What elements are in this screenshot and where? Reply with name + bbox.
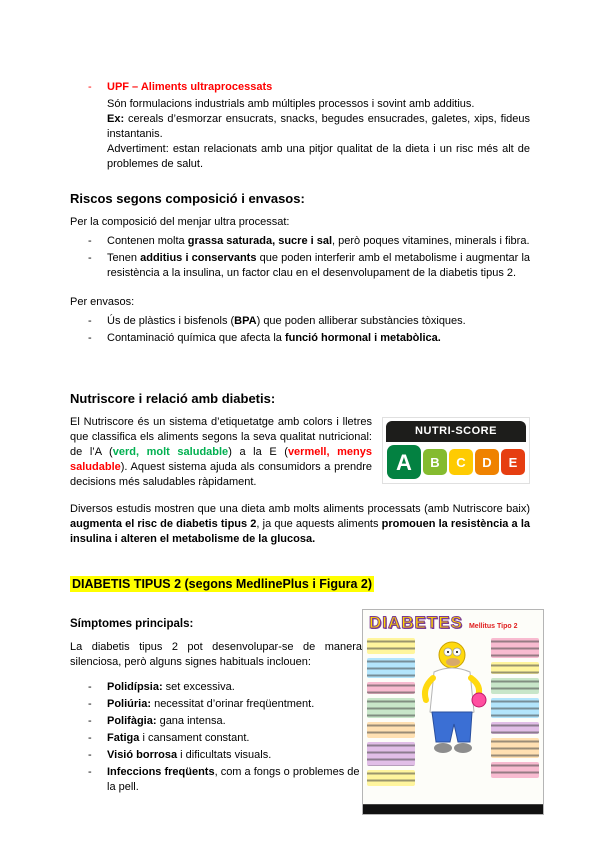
symptom-term: Infeccions freqüents (107, 766, 215, 778)
bullet-marker: - (88, 235, 92, 247)
symptom-text (107, 714, 362, 729)
figure-annotation-box (491, 738, 539, 758)
symptom-bullet-1 (70, 680, 362, 695)
symptom-text (107, 697, 362, 712)
symptom-detail: i dificultats visuals. (177, 749, 272, 761)
figure-annotation-box (367, 698, 415, 718)
symptom-bullet-3 (70, 714, 362, 729)
envasos-bullet-1 (70, 314, 530, 329)
bullet-marker: - (88, 698, 92, 710)
figure-annotation-box (491, 678, 539, 694)
figure-footer-bar (363, 804, 543, 814)
figure-header (363, 610, 543, 636)
text-segment: , ja que aquests aliments (256, 518, 382, 530)
upf-section (70, 80, 530, 172)
text-segment: Diversos estudis mostren que una dieta amb molts aliments processats (amb Nutriscore baix) (70, 503, 530, 515)
diabetis-heading-row (70, 575, 530, 593)
symptom-bullet-6 (70, 765, 362, 795)
symptom-term: Visió borrosa (107, 749, 178, 761)
nutriscore-section (70, 390, 530, 547)
symptom-bullet-2 (70, 697, 362, 712)
figure-annotation-box (367, 638, 415, 654)
nutriscore-letter-row (386, 442, 526, 480)
text-segment: ) que poden alliberar substàncies tòxiques. (256, 315, 466, 327)
figure-annotation-box (491, 662, 539, 674)
symptom-text (107, 731, 362, 746)
riscos-bullet-1 (70, 234, 530, 249)
text-segment: Contenen molta (107, 235, 188, 247)
homer-cartoon-illustration (418, 638, 488, 776)
figure-annotation-box (367, 682, 415, 694)
upf-description: Són formulacions industrials amb múltiples processos i sovint amb additius. (107, 98, 475, 110)
symptom-term: Polidípsia: (107, 681, 163, 693)
text-segment: ). Aquest sistema ajuda als consumidors a prendre decisions més saludables ràpidament. (70, 461, 372, 488)
text-segment-red: vermell, menys saludable (70, 446, 372, 473)
envasos-bullet-2-text (107, 331, 530, 346)
symptom-text (107, 680, 362, 695)
text-segment: Ús de plàstics i bisfenols ( (107, 315, 235, 327)
symptom-detail: i cansament constant. (139, 732, 250, 744)
figure-annotation-box (491, 722, 539, 734)
text-segment: , però poques vitamines, minerals i fibra. (332, 235, 530, 247)
figure-cartoon (418, 638, 488, 790)
nutriscore-grade-a: A (387, 445, 421, 479)
symptoms-area (70, 613, 530, 795)
symptoms-intro: La diabetis tipus 2 pot desenvolupar-se de manera silenciosa, però alguns signes habituals inclouen: (70, 641, 362, 668)
figure-annotation-box (367, 742, 415, 766)
figure-annotation-box (491, 638, 539, 658)
bullet-marker: - (88, 681, 92, 693)
diabetis-heading: DIABETIS TIPUS 2 (segons MedlinePlus i Figura 2) (72, 577, 373, 591)
symptom-bullet-5 (70, 748, 362, 763)
symptom-detail: , com a fongs o problemes de la pell. (107, 766, 360, 793)
symptom-detail: necessitat d’orinar freqüentment. (151, 698, 315, 710)
figure-annotation-box (491, 698, 539, 718)
upf-example-text: cereals d’esmorzar ensucrats, snacks, begudes ensucrades, galetes, xips, fideus instantanis. (107, 113, 530, 140)
riscos-bullet-2 (70, 251, 530, 281)
text-segment: Contaminació química que afecta la (107, 332, 285, 344)
text-segment-bold: promouen la resistència a la insulina i alteren el metabolisme de la glucosa. (70, 518, 530, 545)
text-segment-green: verd, molt saludable (112, 446, 229, 458)
text-segment-bold: augmenta el risc de diabetis tipus 2 (70, 518, 257, 530)
figure-annotation-box (491, 762, 539, 778)
text-segment-bold: funció hormonal i metabòlica. (284, 332, 441, 344)
upf-bullet (70, 80, 530, 95)
bullet-marker: - (88, 332, 92, 344)
symptom-term: Poliúria: (107, 698, 152, 710)
bullet-marker: - (88, 315, 92, 327)
figure-annotation-box (367, 722, 415, 738)
text-segment: Tenen (107, 252, 141, 264)
nutriscore-grade-c: C (449, 449, 473, 475)
upf-example-label: Ex: (107, 113, 125, 125)
nutriscore-label-title: NUTRI-SCORE (386, 421, 526, 442)
figure-annotations-left (367, 638, 415, 790)
envasos-intro: Per envasos: (70, 296, 135, 308)
riscos-intro: Per la composició del menjar ultra processat: (70, 216, 290, 228)
symptom-detail: gana intensa. (156, 715, 226, 727)
figure-title: DIABETES (369, 613, 463, 632)
nutriscore-grade-d: D (475, 449, 499, 475)
bullet-marker: - (88, 749, 92, 761)
figure-body (363, 636, 543, 792)
bullet-marker: - (88, 766, 92, 778)
text-segment-bold: additius i conservants (140, 252, 257, 264)
text-segment-bold: grassa saturada, sucre i sal (187, 235, 333, 247)
text-segment: El Nutriscore és un sistema d’etiquetatge amb colors i lletres que classifica els aliments segons la seva qualitat nutricional: de l’A ( (70, 416, 372, 458)
bullet-marker: - (88, 732, 92, 744)
riscos-bullet-1-text (107, 234, 530, 249)
text-segment: que poden interferir amb el metabolisme i augmentar la resistència a la insulina, un factor clau en el desenvolupament de la diabetis tipus 2. (107, 252, 531, 279)
riscos-section (70, 190, 530, 346)
bullet-marker: - (88, 252, 92, 264)
riscos-heading: Riscos segons composició i envasos: (70, 191, 305, 206)
nutriscore-grade-e: E (501, 449, 525, 475)
symptom-term: Fatiga (107, 732, 140, 744)
symptom-text (107, 748, 362, 763)
envasos-bullet-1-text (107, 314, 530, 329)
nutriscore-paragraph-2 (70, 502, 530, 547)
upf-warning: Advertiment: estan relacionats amb una pitjor qualitat de la dieta i un risc més alt de problemes de salut. (107, 143, 530, 170)
symptoms-heading: Símptomes principals: (70, 618, 194, 630)
envasos-bullet-2 (70, 331, 530, 346)
upf-title: UPF – Aliments ultraprocessats (107, 81, 273, 93)
riscos-bullet-2-text (107, 251, 530, 281)
bullet-marker: - (88, 81, 92, 93)
text-segment: ) a la E ( (228, 446, 288, 458)
figure-annotation-box (367, 770, 415, 786)
bullet-marker: - (88, 715, 92, 727)
nutriscore-label-image (382, 417, 530, 484)
symptom-term: Polifàgia: (107, 715, 157, 727)
figure-annotation-box (367, 658, 415, 678)
text-segment-bold: BPA (234, 315, 257, 327)
diabetes-infographic-figure (362, 609, 544, 815)
nutriscore-heading: Nutriscore i relació amb diabetis: (70, 391, 276, 406)
nutriscore-grade-b: B (423, 449, 447, 475)
symptom-text (107, 765, 362, 795)
figure-subtitle: Mellitus Tipo 2 (468, 623, 518, 630)
symptom-detail: set excessiva. (162, 681, 235, 693)
upf-example (107, 112, 530, 142)
figure-annotations-right (491, 638, 539, 790)
symptom-bullet-4 (70, 731, 362, 746)
